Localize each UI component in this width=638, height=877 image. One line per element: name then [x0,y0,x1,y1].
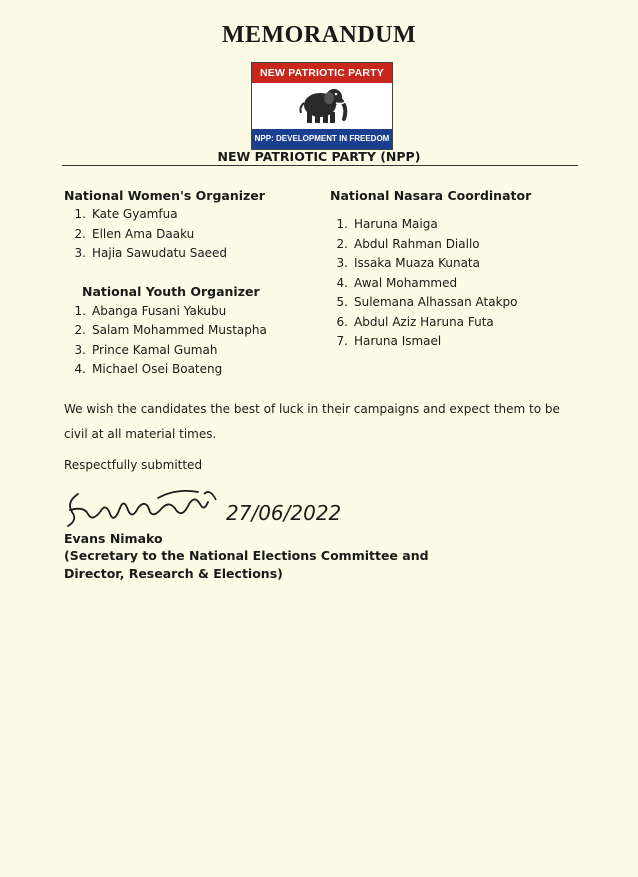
list-item: 3. Prince Kamal Gumah [74,343,218,357]
list-item: 3. Hajia Sawudatu Saeed [74,246,228,260]
handwritten-signature [58,478,358,538]
closing-paragraph: We wish the candidates the best of luck in their campaigns and expect them to be civil at all material times. [64,402,560,441]
page-title: MEMORANDUM [221,22,417,48]
party-name: NEW PATRIOTIC PARTY (NPP) [217,149,421,164]
logo-top-text: NEW PATRIOTIC PARTY [252,63,392,83]
list-item: 5. Sulemana Alhassan Atakpo [336,295,518,309]
section-title-youth-organizer: National Youth Organizer [82,284,260,299]
list-item: 3. Issaka Muaza Kunata [336,256,480,270]
section-title-nasara-coordinator: National Nasara Coordinator [330,188,532,203]
signatory-name: Evans Nimako [64,531,163,546]
list-item: 1. Kate Gyamfua [74,207,178,221]
section-title-womens-organizer: National Women's Organizer [64,188,265,203]
list-item: 1. Haruna Maiga [336,217,438,231]
respectfully-submitted: Respectfully submitted [64,458,203,472]
list-item: 2. Ellen Ama Daaku [74,227,195,241]
signature-date: 27/06/2022 [226,501,342,525]
npp-logo [251,62,393,150]
list-item: 4. Michael Osei Boateng [74,362,223,376]
list-item: 1. Abanga Fusani Yakubu [74,304,227,318]
list-item: 7. Haruna Ismael [336,334,442,348]
divider [62,165,578,166]
signatory-title: (Secretary to the National Elections Committee and Director, Research & Elections) [64,548,429,581]
logo-bottom-text: NPP: DEVELOPMENT IN FREEDOM [252,129,392,149]
elephant-icon [296,79,348,125]
list-item: 2. Salam Mohammed Mustapha [74,323,267,337]
list-item: 2. Abdul Rahman Diallo [336,237,480,251]
list-item: 4. Awal Mohammed [336,276,458,290]
list-item: 6. Abdul Aziz Haruna Futa [336,315,494,329]
